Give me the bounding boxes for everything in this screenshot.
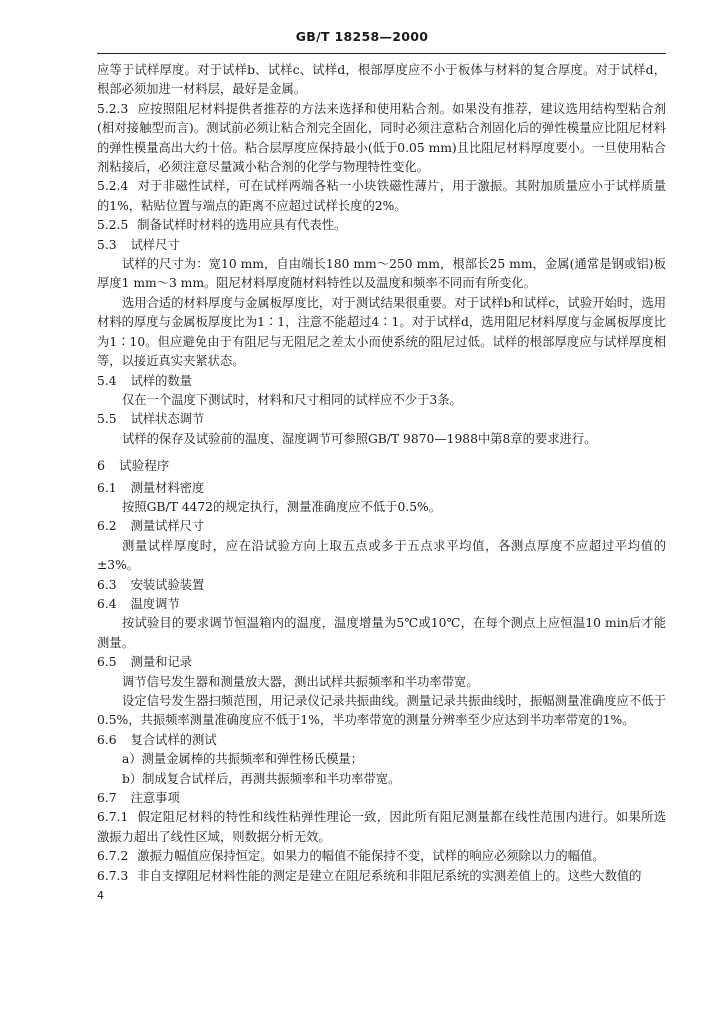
clause-text: 制备试样时材料的选用应具有代表性。 [137,218,347,233]
clause-number: 6.7.1 [97,810,129,825]
clause-number: 5.5 [97,412,117,427]
paragraph-text: 应等于试样厚度。对于试样b、试样c、试样d，根部厚度应不小于板体与材料的复合厚度。对于试样d，根部必须加进一材料层，最好是金属。 [97,63,666,97]
clause-number: 5.2.4 [97,179,129,194]
paragraph-text: 试样的保存及试验前的温度、湿度调节可参照GB/T 9870—1988中第8章的要求进行。 [122,431,597,446]
clause-text: 假定阻尼材料的特性和线性粘弹性理论一致，因此所有阻尼测量都在线性范围内进行。如果所选激振力超出了线性区域，则数据分析无效。 [97,810,666,844]
numbered-clause [97,100,666,178]
standard-header: GB/T 18258—2000 [295,29,429,44]
clause-number: 6.5 [97,655,117,670]
section-heading [97,410,666,429]
paragraph [97,673,666,692]
numbered-clause [97,867,666,886]
clause-number: 6.7.3 [97,868,129,883]
paragraph-text: a）测量金属棒的共振频率和弹性杨氏模量； [122,752,363,767]
paragraph-text: 按试验目的要求调节恒温箱内的温度，温度增量为5℃或10℃，在每个测点上应恒温10 min后才能测量。 [97,616,666,650]
paragraph-text: 仅在一个温度下测试时，材料和尺寸相同的试样应不少于3条。 [122,392,462,407]
clause-text: 测量试样尺寸 [130,519,205,534]
clause-text: 温度调节 [130,596,180,611]
paragraph-text: b）制成复合试样后，再测共振频率和半功率带宽。 [122,771,401,786]
paragraph [97,430,666,449]
clause-number: 6.4 [97,596,117,611]
clause-text: 试验程序 [119,458,170,474]
clause-number: 5.2.5 [97,218,129,233]
clause-number: 6.3 [97,577,117,592]
section-heading [97,789,666,808]
clause-number: 6.6 [97,732,117,747]
clause-number: 6.7 [97,791,117,806]
clause-text: 对于非磁性试样，可在试样两端各粘一小块铁磁性薄片，用于激振。其附加质量应小于试样质量的1%，粘贴位置与端点的距离不应超过试样长度的2%。 [97,179,666,213]
clause-text: 测量材料密度 [130,480,205,495]
numbered-clause [97,808,666,847]
paragraph [97,614,666,653]
paragraph [97,61,666,100]
clause-text: 应按照阻尼材料提供者推荐的方法来选择和使用粘合剂。如果没有推荐，建议选用结构型粘合剂(相对接触型而言)。测试前必须让粘合剂完全固化，同时必须注意粘合剂固化后的弹性模量应比阻尼材料的弹性模量高出大约十倍。粘合层厚度应保持最小(低于0.05 mm)且比阻尼材料厚度要小。一旦使用粘合剂粘接后，必须注意尽量减小粘合剂的化学与物理特性变化。 [97,101,666,175]
section-heading [97,517,666,536]
clause-text: 非自支撑阻尼材料性能的测定是建立在阻尼系统和非阻尼系统的实测差值上的。这些大数值的 [137,868,642,883]
clause-number: 5.4 [97,373,117,388]
paragraph-text: 试样的尺寸为：宽10 mm，自由端长180 mm～250 mm，根部长25 mm，金属(通常是钢或铝)板厚度1 mm～3 mm。阻尼材料厚度随材料特性以及温度和频率不同而有所变化。 [97,257,666,291]
clause-number: 5.2.3 [97,101,129,116]
section-heading [97,653,666,672]
page-number: 4 [97,889,104,902]
chapter-heading [97,456,666,475]
header-rule [97,53,666,54]
paragraph-text: 选用合适的材料厚度与金属板厚度比，对于测试结果很重要。对于试样b和试样c，试验开始时，选用材料的厚度与金属板厚度比为1∶1，注意不能超过4∶1。对于试样d，选用阻尼材料厚度与金属板厚度比为1∶10。但应避免由于有阻尼与无阻尼之差太小而使系统的阻尼过低。试样的根部厚度应与试样厚度相等，以接近真实夹紧状态。 [97,295,666,369]
paragraph [97,692,666,731]
document-body [97,61,666,886]
paragraph [97,391,666,410]
clause-text: 试样尺寸 [130,237,180,252]
paragraph-text: 设定信号发生器扫频范围，用记录仪记录共振曲线。测量记录共振曲线时，振幅测量准确度应不低于0.5%，共振频率测量准确度应不低于1%，半功率带宽的测量分辨率至少应达到半功率带宽的1%。 [97,694,666,728]
clause-text: 测量和记录 [130,655,193,670]
clause-number: 6.2 [97,519,117,534]
paragraph-text: 测量试样厚度时，应在沿试验方向上取五点或多于五点求平均值，各测点厚度不应超过平均值的±3%。 [97,538,666,573]
numbered-clause [97,216,666,235]
clause-number: 5.3 [97,237,117,252]
paragraph-text: 调节信号发生器和测量放大器，测出试样共振频率和半功率带宽。 [122,674,479,689]
clause-number: 6.1 [97,480,117,495]
section-heading [97,595,666,614]
paragraph [97,750,666,769]
paragraph-text: 按照GB/T 4472的规定执行，测量准确度应不低于0.5%。 [122,499,441,514]
section-heading [97,372,666,391]
section-heading [97,731,666,750]
clause-text: 注意事项 [130,791,180,806]
clause-number: 6 [97,458,106,474]
paragraph [97,537,666,576]
clause-text: 激振力幅值应保持恒定。如果力的幅值不能保持不变，试样的响应必须除以力的幅值。 [137,849,605,864]
section-heading [97,479,666,498]
clause-text: 安装试验装置 [130,577,205,592]
numbered-clause [97,847,666,866]
paragraph [97,294,666,372]
paragraph [97,498,666,517]
clause-text: 试样状态调节 [130,412,205,427]
paragraph [97,770,666,789]
clause-text: 复合试样的测试 [130,732,217,747]
paragraph [97,255,666,294]
clause-text: 试样的数量 [130,373,193,388]
clause-number: 6.7.2 [97,849,129,864]
section-heading [97,576,666,595]
section-heading [97,236,666,255]
numbered-clause [97,177,666,216]
